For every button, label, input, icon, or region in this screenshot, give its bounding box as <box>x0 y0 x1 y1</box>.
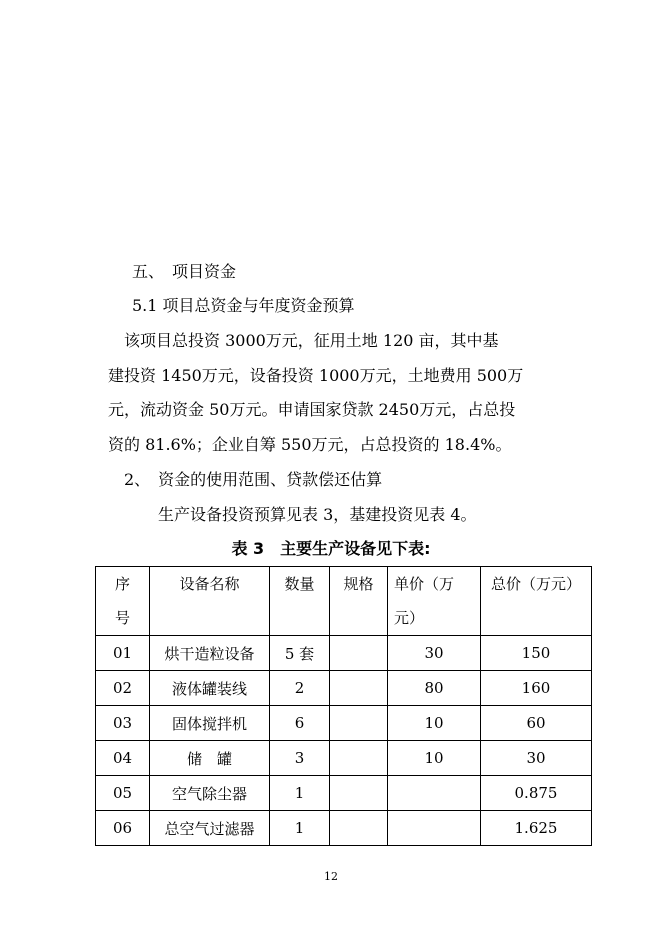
table-cell: 6 <box>270 706 330 741</box>
table-cell: 30 <box>388 636 481 671</box>
header-cell: 单价（万元） <box>388 567 481 636</box>
table-row <box>96 741 592 776</box>
table-cell <box>330 776 388 811</box>
table-cell: 储 罐 <box>150 741 270 776</box>
table-cell: 5 套 <box>270 636 330 671</box>
table-cell <box>330 671 388 706</box>
equipment-note: 生产设备投资预算见表 3，基建投资见表 4。 <box>158 505 477 524</box>
header-cell: 总价（万元） <box>481 567 592 636</box>
table-cell: 液体罐装线 <box>150 671 270 706</box>
table-cell <box>330 636 388 671</box>
table-cell: 60 <box>481 706 592 741</box>
table-cell: 04 <box>96 741 150 776</box>
page-number: 12 <box>324 870 338 883</box>
table-cell: 03 <box>96 706 150 741</box>
paragraph-line: 资的 81.6%；企业自筹 550万元，占总投资的 18.4%。 <box>108 435 512 454</box>
table-cell <box>330 811 388 846</box>
table-cell: 05 <box>96 776 150 811</box>
table-row <box>96 671 592 706</box>
table-cell <box>330 706 388 741</box>
table-cell: 1 <box>270 811 330 846</box>
section-5-1-heading: 5.1 项目总资金与年度资金预算 <box>132 296 355 315</box>
header-cell: 数量 <box>270 567 330 636</box>
table-cell: 10 <box>388 706 481 741</box>
section-5-heading: 五、 项目资金 <box>132 262 237 281</box>
table-cell: 烘干造粒设备 <box>150 636 270 671</box>
table-cell: 固体搅拌机 <box>150 706 270 741</box>
equipment-table <box>95 566 592 846</box>
table-cell <box>330 741 388 776</box>
paragraph-line: 建投资 1450万元，设备投资 1000万元，土地费用 500万 <box>108 366 524 385</box>
table-cell: 3 <box>270 741 330 776</box>
table-cell: 2 <box>270 671 330 706</box>
table-header-row <box>96 567 592 636</box>
table-cell: 01 <box>96 636 150 671</box>
table-cell: 30 <box>481 741 592 776</box>
table-cell: 150 <box>481 636 592 671</box>
table-cell <box>388 811 481 846</box>
table-row <box>96 706 592 741</box>
table-cell: 160 <box>481 671 592 706</box>
table-cell: 06 <box>96 811 150 846</box>
header-cell: 设备名称 <box>150 567 270 636</box>
table-cell: 1.625 <box>481 811 592 846</box>
table-cell: 10 <box>388 741 481 776</box>
table-row <box>96 776 592 811</box>
section-2-heading: 2、 资金的使用范围、贷款偿还估算 <box>124 470 383 489</box>
table-row <box>96 636 592 671</box>
table-cell: 02 <box>96 671 150 706</box>
table-caption: 表 3 主要生产设备见下表: <box>231 539 431 558</box>
table-cell: 空气除尘器 <box>150 776 270 811</box>
table-cell: 1 <box>270 776 330 811</box>
table-cell: 80 <box>388 671 481 706</box>
header-cell: 规格 <box>330 567 388 636</box>
header-cell: 序号 <box>96 567 150 636</box>
table-cell: 总空气过滤器 <box>150 811 270 846</box>
table-cell <box>388 776 481 811</box>
paragraph-line: 元，流动资金 50万元。申请国家贷款 2450万元，占总投 <box>108 400 516 419</box>
paragraph-line: 该项目总投资 3000万元，征用土地 120 亩，其中基 <box>108 331 499 350</box>
table-row <box>96 811 592 846</box>
table-cell: 0.875 <box>481 776 592 811</box>
